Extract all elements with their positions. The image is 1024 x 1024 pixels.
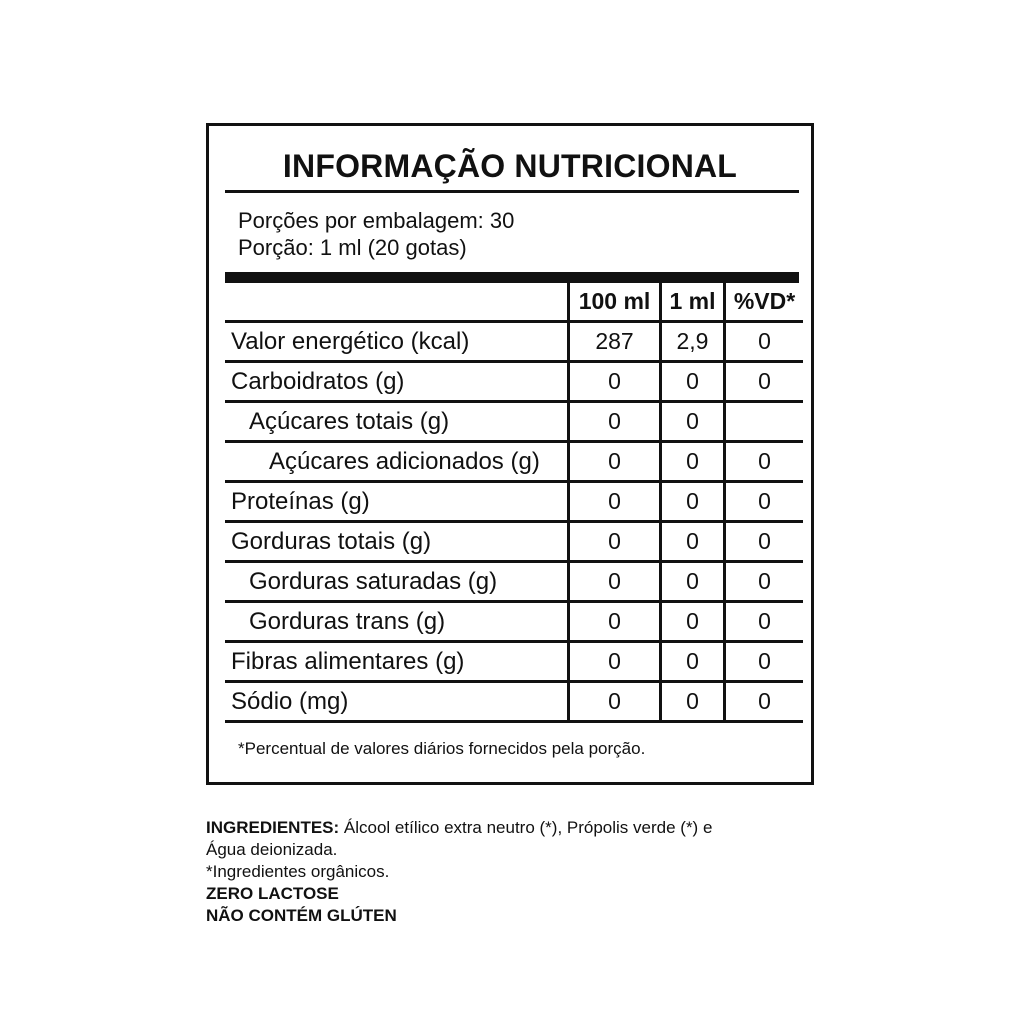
value-vd: 0 bbox=[723, 443, 803, 480]
value-100ml: 287 bbox=[567, 323, 659, 360]
nutrient-name: Valor energético (kcal) bbox=[231, 328, 470, 355]
column-header-vd: %VD* bbox=[723, 283, 803, 320]
nutrient-name: Carboidratos (g) bbox=[231, 368, 405, 395]
value-1ml: 0 bbox=[659, 443, 723, 480]
ingredients-line-1 bbox=[206, 817, 806, 839]
table-row bbox=[225, 403, 803, 443]
nutrient-name: Fibras alimentares (g) bbox=[231, 648, 465, 675]
gluten-free-claim: NÃO CONTÉM GLÚTEN bbox=[206, 906, 397, 925]
value-1ml: 0 bbox=[659, 563, 723, 600]
zero-lactose-claim: ZERO LACTOSE bbox=[206, 884, 339, 903]
ingredients-block bbox=[206, 817, 806, 927]
value-vd: 0 bbox=[723, 523, 803, 560]
table-row bbox=[225, 483, 803, 523]
value-vd bbox=[723, 403, 803, 440]
nutrient-name: Gorduras saturadas (g) bbox=[249, 568, 498, 595]
nutrient-name: Açúcares totais (g) bbox=[249, 408, 450, 435]
ingredients-text-1: Álcool etílico extra neutro (*), Própolis verde (*) e bbox=[339, 818, 713, 837]
value-100ml: 0 bbox=[567, 443, 659, 480]
value-vd: 0 bbox=[723, 323, 803, 360]
title-divider bbox=[225, 190, 799, 193]
nutrient-name: Gorduras trans (g) bbox=[249, 608, 446, 635]
table-row bbox=[225, 523, 803, 563]
servings-per-package: Porções por embalagem: 30 bbox=[238, 208, 515, 233]
serving-divider bbox=[225, 272, 799, 283]
value-vd: 0 bbox=[723, 563, 803, 600]
value-100ml: 0 bbox=[567, 523, 659, 560]
label-title: INFORMAÇÃO NUTRICIONAL bbox=[282, 148, 738, 184]
value-100ml: 0 bbox=[567, 563, 659, 600]
table-row bbox=[225, 363, 803, 403]
table-row bbox=[225, 323, 803, 363]
nutrient-name: Proteínas (g) bbox=[231, 488, 370, 515]
nutrient-name: Sódio (mg) bbox=[231, 688, 349, 715]
nutrient-name: Gorduras totais (g) bbox=[231, 528, 432, 555]
ingredients-text-2: Água deionizada. bbox=[206, 840, 338, 859]
value-100ml: 0 bbox=[567, 403, 659, 440]
value-1ml: 0 bbox=[659, 403, 723, 440]
label-footnote: *Percentual de valores diários fornecidos pela porção. bbox=[238, 739, 646, 758]
value-100ml: 0 bbox=[567, 643, 659, 680]
value-vd: 0 bbox=[723, 483, 803, 520]
table-row bbox=[225, 683, 803, 723]
value-1ml: 0 bbox=[659, 523, 723, 560]
value-vd: 0 bbox=[723, 683, 803, 720]
value-100ml: 0 bbox=[567, 683, 659, 720]
value-100ml: 0 bbox=[567, 483, 659, 520]
value-vd: 0 bbox=[723, 603, 803, 640]
column-header-1ml: 1 ml bbox=[659, 283, 723, 320]
nutrition-facts-panel bbox=[206, 123, 814, 785]
table-row bbox=[225, 443, 803, 483]
value-100ml: 0 bbox=[567, 603, 659, 640]
table-row bbox=[225, 563, 803, 603]
value-vd: 0 bbox=[723, 363, 803, 400]
value-100ml: 0 bbox=[567, 363, 659, 400]
column-header-100ml: 100 ml bbox=[567, 283, 659, 320]
serving-size: Porção: 1 ml (20 gotas) bbox=[238, 235, 467, 260]
organic-note: *Ingredientes orgânicos. bbox=[206, 862, 390, 881]
nutrient-name: Açúcares adicionados (g) bbox=[269, 448, 540, 475]
value-1ml: 0 bbox=[659, 683, 723, 720]
value-1ml: 0 bbox=[659, 483, 723, 520]
value-1ml: 0 bbox=[659, 363, 723, 400]
value-1ml: 2,9 bbox=[659, 323, 723, 360]
table-row bbox=[225, 603, 803, 643]
value-1ml: 0 bbox=[659, 603, 723, 640]
value-vd: 0 bbox=[723, 643, 803, 680]
ingredients-heading: INGREDIENTES: bbox=[206, 818, 340, 837]
table-row bbox=[225, 643, 803, 683]
value-1ml: 0 bbox=[659, 643, 723, 680]
table-header-row bbox=[225, 283, 803, 323]
